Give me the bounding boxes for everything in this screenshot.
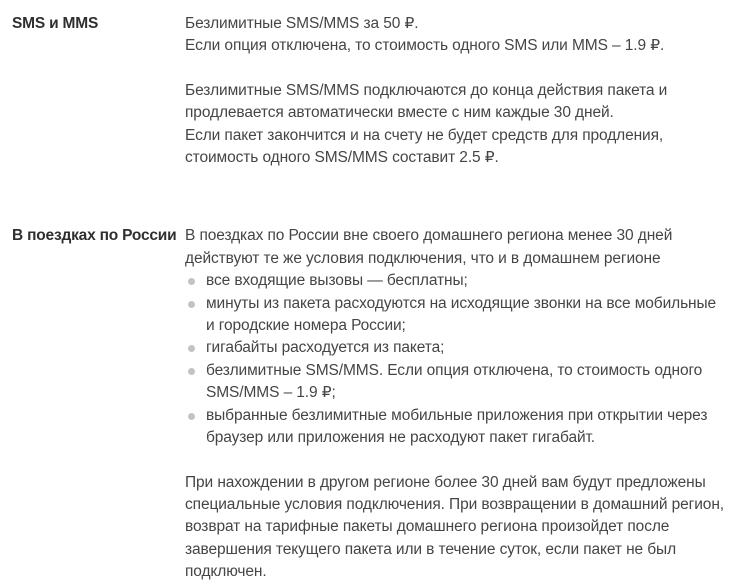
paragraph-sms-price [185,13,727,58]
paragraph-travel-outro: При нахождении в другом регионе более 30 дней вам будут предложены специальные условия подключения. При возвращении в домашний регион, возврат на тарифные пакеты домашнего региона произойдет после завершения текущего пакета или в течение суток, если пакет не был подключен. [185,473,724,581]
bullet-item-unlimited-apps: выбранные безлимитные мобильные приложения при открытии через браузер или приложения не расходуют пакет гигабайт. [185,405,727,450]
text-line: Если опция отключена, то стоимость одного SMS или MMS – 1.9 ₽. [185,37,665,55]
section-label-travel-russia: В поездках по России [12,227,177,245]
section-label-sms-mms: SMS и MMS [12,15,99,32]
section-content-travel-russia [185,225,727,583]
section-sms-mms [12,13,727,169]
bullet-item-gigabytes: гигабайты расходуется из пакета; [185,337,727,359]
text-line: Безлимитные SMS/MMS за 50 ₽. [185,15,419,32]
section-travel-russia [12,225,727,583]
text-line: Безлимитные SMS/MMS подключаются до конца действия пакета и продлевается автоматически вместе с ним каждые 30 дней. [185,81,668,122]
text-line: Если пакет закончится и на счету не будет средств для продления, стоимость одного SMS/MMS составит 2.5 ₽. [185,126,664,167]
travel-conditions-list [185,270,727,449]
paragraph-travel-intro: В поездках по России вне своего домашнего региона менее 30 дней действуют те же условия подключения, что и в домашнем регионе [185,227,673,267]
section-content-sms-mms [185,13,727,169]
bullet-item-minutes: минуты из пакета расходуются на исходящие звонки на все мобильные и городские номера России; [185,293,727,338]
bullet-item-incoming-calls: все входящие вызовы — бесплатны; [185,270,727,292]
paragraph-sms-renewal [185,80,727,170]
bullet-item-unlimited-sms: безлимитные SMS/MMS. Если опция отключена, то стоимость одного SMS/MMS – 1.9 ₽; [185,360,727,405]
